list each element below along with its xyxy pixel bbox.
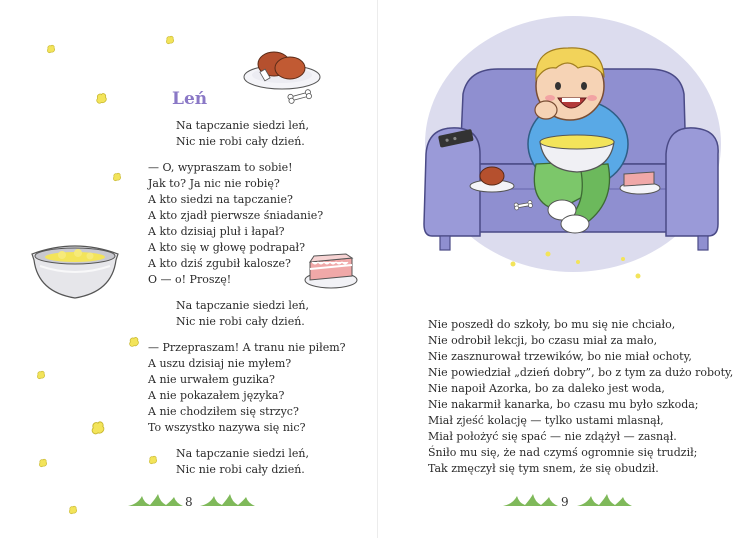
- poem-line: Tak zmęczył się tym snem, że się obudził.: [428, 462, 659, 475]
- poem-title: Leń: [172, 89, 208, 109]
- poem-line: Nie powiedział „dzień dobry”, bo z tym za dużo roboty,: [428, 366, 734, 379]
- stanza: [148, 118, 378, 150]
- poem-line: A kto siedzi na tapczanie?: [148, 193, 293, 206]
- poem-line: Jak to? Ja nic nie robię?: [148, 177, 280, 190]
- poem-line: Nie nakarmił kanarka, bo czasu mu było szkoda;: [428, 398, 699, 411]
- popcorn-kernel-icon: [38, 458, 48, 468]
- poem-line: A nie urwałem guzika?: [148, 373, 275, 386]
- poem-line: A kto zjadł pierwsze śniadanie?: [148, 209, 324, 222]
- cake-slice-icon: [300, 250, 362, 292]
- popcorn-kernel-icon: [90, 420, 106, 436]
- stanza: [148, 446, 378, 478]
- grass-tuft-icon: [200, 494, 255, 508]
- poem-line: A nie chodziłem się strzyc?: [148, 405, 299, 418]
- popcorn-kernel-icon: [165, 35, 175, 45]
- page-number-left: 8: [185, 495, 193, 509]
- poem-line: Na tapczanie siedzi leń,: [176, 119, 309, 132]
- poem-right-text: [428, 317, 734, 477]
- poem-left-text: [148, 118, 378, 488]
- poem-line: A kto się w głowę podrapał?: [148, 241, 305, 254]
- chicken-leg-plate-icon: [240, 40, 330, 110]
- poem-line: Nie odrobił lekcji, bo czasu miał za mało,: [428, 334, 658, 347]
- poem-line: Na tapczanie siedzi leń,: [176, 299, 309, 312]
- poem-line: Miał położyć się spać — nie zdążył — zasnął.: [428, 430, 677, 443]
- poem-line: Nic nie robi cały dzień.: [176, 135, 305, 148]
- poem-line: To wszystko nazywa się nic?: [148, 421, 306, 434]
- boy-on-sofa-illustration: [418, 14, 728, 299]
- poem-line: Nie zasznurował trzewików, bo nie miał ochoty,: [428, 350, 692, 363]
- popcorn-kernel-icon: [148, 455, 158, 465]
- grass-tuft-icon: [577, 494, 632, 508]
- poem-line: A kto dzisiaj pluł i łapał?: [148, 225, 285, 238]
- popcorn-kernel-icon: [46, 44, 56, 54]
- popcorn-kernel-icon: [68, 505, 78, 515]
- page-number-right: 9: [561, 495, 569, 509]
- poem-line: Nic nie robi cały dzień.: [176, 315, 305, 328]
- poem-line: A kto dziś zgubił kalosze?: [148, 257, 291, 270]
- poem-line: O — o! Proszę!: [148, 273, 232, 286]
- popcorn-bowl-icon: [28, 240, 123, 302]
- grass-tuft-icon: [503, 494, 558, 508]
- poem-line: — Przepraszam! A tranu nie piłem?: [148, 341, 346, 354]
- poem-line: A nie pokazałem języka?: [148, 389, 285, 402]
- poem-line: Na tapczanie siedzi leń,: [176, 447, 309, 460]
- popcorn-kernel-icon: [95, 92, 108, 105]
- poem-line: Nie poszedł do szkoły, bo mu się nie chciało,: [428, 318, 676, 331]
- grass-tuft-icon: [128, 494, 183, 508]
- popcorn-kernel-icon: [128, 336, 140, 348]
- popcorn-kernel-icon: [36, 370, 46, 380]
- stanza: [148, 340, 378, 436]
- poem-line: Miał zjeść kolację — tylko ustami mlasnął,: [428, 414, 664, 427]
- poem-line: A uszu dzisiaj nie myłem?: [148, 357, 292, 370]
- poem-line: Nie napoił Azorka, bo za daleko jest woda,: [428, 382, 665, 395]
- poem-line: Nic nie robi cały dzień.: [176, 463, 305, 476]
- poem-line: — O, wypraszam to sobie!: [148, 161, 293, 174]
- popcorn-kernel-icon: [112, 172, 122, 182]
- poem-line: Śniło mu się, że nad czymś ogromnie się trudził;: [428, 446, 698, 459]
- stanza: [148, 298, 378, 330]
